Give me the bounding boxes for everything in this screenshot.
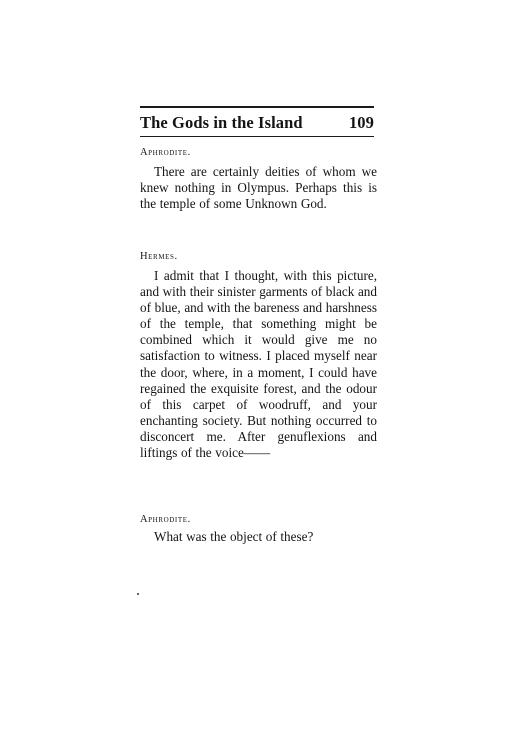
header-top-rule	[140, 106, 374, 108]
running-head-title: The Gods in the Island	[140, 113, 303, 132]
speaker-name: Aphrodite.	[140, 514, 191, 525]
speaker-name: Hermes.	[140, 251, 178, 262]
speaker-name: Aphrodite.	[140, 147, 191, 158]
speech-paragraph: What was the object of these?	[154, 529, 314, 544]
speech-paragraph: There are certainly deities of whom we knew nothing in Olympus. Perhaps this is the temple of some Unknown God.	[140, 164, 377, 212]
page-number: 109	[348, 113, 374, 132]
print-speck	[137, 593, 139, 595]
speech-paragraph: I admit that I thought, with this picture, and with their sinister garments of black and of blue, and with the bareness and harshness of the temple, that something might be combined which it would give me no satisfaction to witness. I placed myself near the door, where, in a moment, I could have regained the exquisite forest, and the odour of this carpet of woodruff, and your enchanting society. But nothing occurred to disconcert me. After genuflexions and liftings of the voice——	[140, 268, 377, 461]
header-bottom-rule	[140, 136, 374, 137]
running-head	[140, 113, 374, 133]
